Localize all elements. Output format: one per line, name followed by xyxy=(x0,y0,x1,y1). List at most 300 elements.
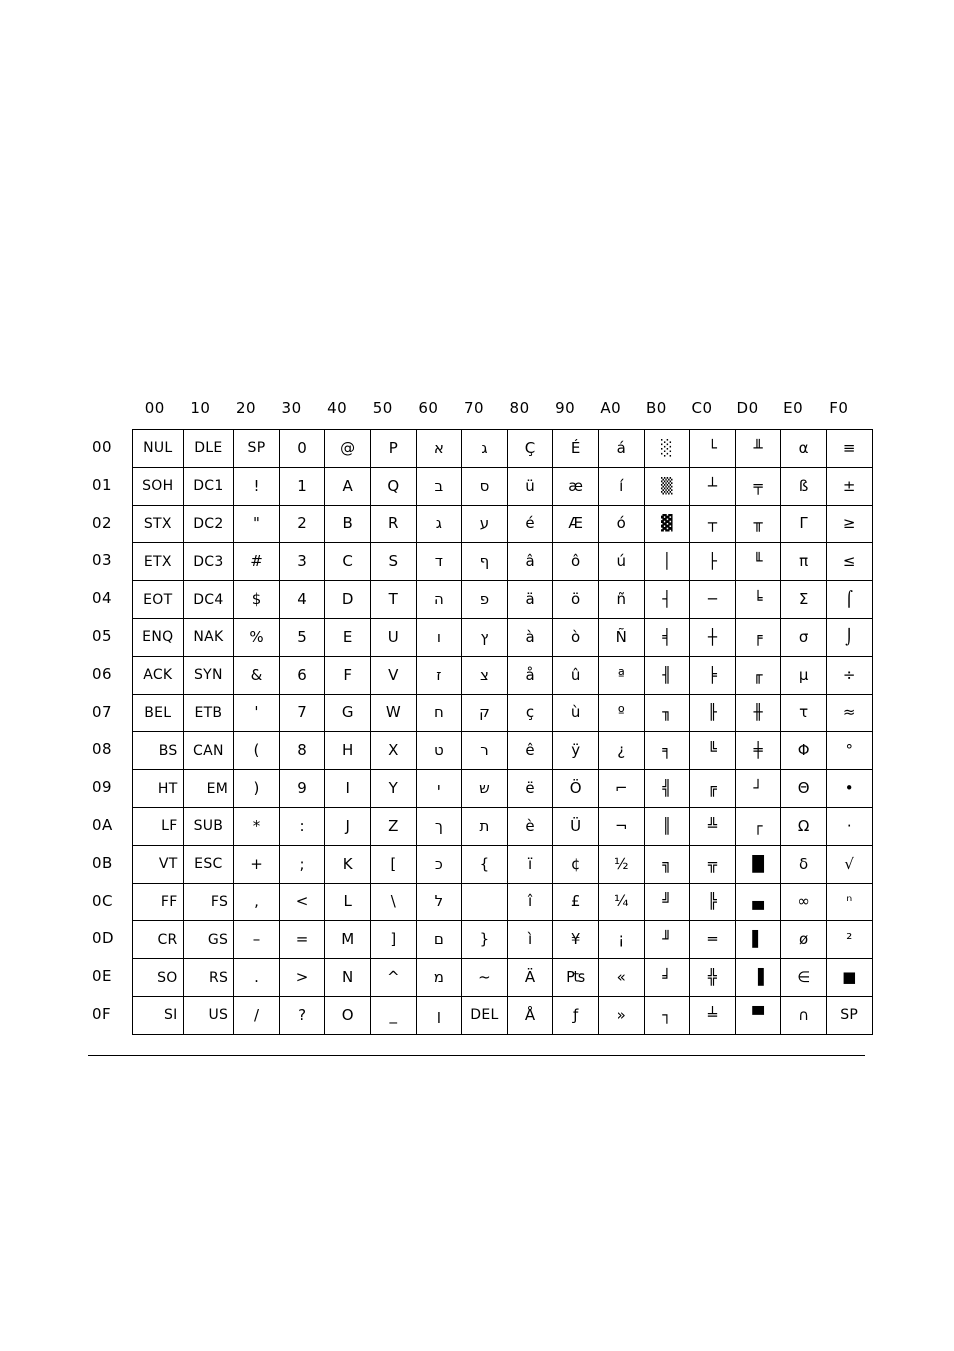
row-header: 02 xyxy=(92,513,113,532)
code-cell: à xyxy=(507,618,553,656)
code-cell: ┐ xyxy=(644,996,690,1034)
code-cell: 2 xyxy=(279,505,325,543)
code-cell: DC1 xyxy=(183,467,234,505)
code-cell: ú xyxy=(598,543,644,581)
code-cell: Ç xyxy=(507,430,553,468)
code-cell: & xyxy=(234,656,280,694)
code-cell: 9 xyxy=(279,770,325,808)
table-row xyxy=(133,694,873,732)
code-cell: ÿ xyxy=(553,732,599,770)
code-cell: ע xyxy=(462,505,508,543)
code-cell: BS xyxy=(133,732,184,770)
code-cell: ╙ xyxy=(735,543,781,581)
column-header: 00 xyxy=(144,399,165,417)
code-cell: ≡ xyxy=(826,430,872,468)
code-cell: DLE xyxy=(183,430,234,468)
code-cell: Z xyxy=(370,807,416,845)
code-cell: ┌ xyxy=(735,807,781,845)
code-cell: ACK xyxy=(133,656,184,694)
code-cell: ╝ xyxy=(644,883,690,921)
code-cell: ¼ xyxy=(598,883,644,921)
code-cell: ┤ xyxy=(644,581,690,619)
table-row xyxy=(133,770,873,808)
code-cell: I xyxy=(325,770,371,808)
table-row xyxy=(133,430,873,468)
code-cell: • xyxy=(826,770,872,808)
code-cell: ╟ xyxy=(690,694,736,732)
code-cell: SO xyxy=(133,959,184,997)
code-cell: Ñ xyxy=(598,618,644,656)
code-cell: 6 xyxy=(279,656,325,694)
column-header: 20 xyxy=(235,399,257,417)
column-header: D0 xyxy=(736,399,759,417)
code-cell: FS xyxy=(183,883,234,921)
code-cell: ⌡ xyxy=(826,618,872,656)
code-cell: ä xyxy=(507,581,553,619)
code-cell: ╓ xyxy=(735,656,781,694)
code-cell: ESC xyxy=(183,845,234,883)
code-cell: 1 xyxy=(279,467,325,505)
code-cell: ■ xyxy=(826,959,872,997)
code-cell: X xyxy=(370,732,416,770)
code-cell: # xyxy=(234,543,280,581)
row-header: 0F xyxy=(92,1005,112,1023)
code-cell: + xyxy=(234,845,280,883)
code-cell: ( xyxy=(234,732,280,770)
code-cell: = xyxy=(279,921,325,959)
row-header: 05 xyxy=(92,627,113,645)
code-cell: ENQ xyxy=(133,618,184,656)
table-row xyxy=(133,883,873,921)
code-cell: ù xyxy=(553,694,599,732)
code-cell: Q xyxy=(370,467,416,505)
code-cell: ╒ xyxy=(735,618,781,656)
code-cell: כ xyxy=(416,845,462,883)
code-cell: SOH xyxy=(133,467,184,505)
code-cell: LF xyxy=(133,807,184,845)
column-header: 50 xyxy=(372,399,393,417)
code-cell: ║ xyxy=(644,807,690,845)
code-cell: ╗ xyxy=(644,845,690,883)
code-cell: · xyxy=(826,807,872,845)
code-cell: G xyxy=(325,694,371,732)
column-header: 80 xyxy=(509,399,530,417)
code-cell: ס xyxy=(462,467,508,505)
row-header: 0D xyxy=(92,929,115,948)
code-cell: CAN xyxy=(183,732,234,770)
code-cell: ò xyxy=(553,618,599,656)
table-row xyxy=(133,807,873,845)
code-cell: ן xyxy=(416,996,462,1034)
code-cell: ö xyxy=(553,581,599,619)
code-cell: M xyxy=(325,921,371,959)
code-cell: ì xyxy=(507,921,553,959)
code-cell: δ xyxy=(781,845,827,883)
code-cell: É xyxy=(553,430,599,468)
code-cell: ╩ xyxy=(690,807,736,845)
code-cell: C xyxy=(325,543,371,581)
code-cell: US xyxy=(183,996,234,1034)
code-cell: N xyxy=(325,959,371,997)
code-cell: 8 xyxy=(279,732,325,770)
code-cell: ר xyxy=(462,732,508,770)
code-cell: ╚ xyxy=(690,732,736,770)
code-cell: ╘ xyxy=(735,581,781,619)
code-cell: ETB xyxy=(183,694,234,732)
code-cell: ÷ xyxy=(826,656,872,694)
code-cell: » xyxy=(598,996,644,1034)
code-cell: { xyxy=(462,845,508,883)
code-cell: ב xyxy=(416,467,462,505)
row-header: 09 xyxy=(92,778,113,797)
code-cell: ┼ xyxy=(690,618,736,656)
code-cell: ▀ xyxy=(735,996,781,1034)
code-cell: 0 xyxy=(279,430,325,468)
table-row xyxy=(133,543,873,581)
code-cell: µ xyxy=(781,656,827,694)
code-cell: $ xyxy=(234,581,280,619)
row-header: 01 xyxy=(92,475,113,494)
code-cell: ╜ xyxy=(644,921,690,959)
code-cell: Ü xyxy=(553,807,599,845)
row-header: 0C xyxy=(92,891,114,910)
code-cell: [ xyxy=(370,845,416,883)
code-cell: ó xyxy=(598,505,644,543)
code-cell xyxy=(462,883,508,921)
code-cell: ז xyxy=(416,656,462,694)
code-cell: ג xyxy=(416,505,462,543)
code-cell: æ xyxy=(553,467,599,505)
code-cell: ח xyxy=(416,694,462,732)
code-cell: ₧ xyxy=(553,959,599,997)
character-code-grid xyxy=(132,429,873,1035)
code-cell: P xyxy=(370,430,416,468)
code-cell: ê xyxy=(507,732,553,770)
code-cell: U xyxy=(370,618,416,656)
code-cell: ת xyxy=(462,807,508,845)
code-cell: W xyxy=(370,694,416,732)
code-cell: ⌠ xyxy=(826,581,872,619)
code-cell: ½ xyxy=(598,845,644,883)
code-cell: ╨ xyxy=(735,430,781,468)
code-cell: Ä xyxy=(507,959,553,997)
code-cell: RS xyxy=(183,959,234,997)
code-cell: ─ xyxy=(690,581,736,619)
code-cell: å xyxy=(507,656,553,694)
code-cell: Ö xyxy=(553,770,599,808)
row-header: 07 xyxy=(92,702,113,721)
code-cell: SI xyxy=(133,996,184,1034)
code-cell: S xyxy=(370,543,416,581)
code-cell: STX xyxy=(133,505,184,543)
code-cell: ^ xyxy=(370,959,416,997)
code-cell: > xyxy=(279,959,325,997)
code-cell: ▓ xyxy=(644,505,690,543)
code-cell: ג xyxy=(462,430,508,468)
code-cell: Γ xyxy=(781,505,827,543)
code-cell: י xyxy=(416,770,462,808)
row-header: 0E xyxy=(92,967,113,986)
code-cell: σ xyxy=(781,618,827,656)
row-header: 0B xyxy=(92,853,113,872)
code-cell: ╕ xyxy=(644,732,690,770)
code-cell: ' xyxy=(234,694,280,732)
code-cell: ª xyxy=(598,656,644,694)
code-cell: DC3 xyxy=(183,543,234,581)
code-cell: ┴ xyxy=(690,467,736,505)
code-cell: ß xyxy=(781,467,827,505)
column-header: 90 xyxy=(555,399,576,417)
column-header: 60 xyxy=(418,399,439,417)
code-cell: ≈ xyxy=(826,694,872,732)
code-cell: ╪ xyxy=(735,732,781,770)
code-cell: ╤ xyxy=(735,467,781,505)
row-header: 08 xyxy=(92,740,113,759)
code-cell: ▐ xyxy=(735,959,781,997)
code-cell: BEL xyxy=(133,694,184,732)
code-cell: ף xyxy=(462,543,508,581)
code-cell: ╧ xyxy=(690,996,736,1034)
code-cell: % xyxy=(234,618,280,656)
code-cell: ≤ xyxy=(826,543,872,581)
code-cell: á xyxy=(598,430,644,468)
code-cell: ך xyxy=(416,807,462,845)
column-header: F0 xyxy=(829,399,849,417)
code-cell: π xyxy=(781,543,827,581)
code-cell: ∈ xyxy=(781,959,827,997)
code-cell: ═ xyxy=(690,921,736,959)
column-header: A0 xyxy=(600,399,622,417)
code-cell: H xyxy=(325,732,371,770)
column-header: 40 xyxy=(327,399,348,417)
code-cell: FF xyxy=(133,883,184,921)
code-cell: _ xyxy=(370,996,416,1034)
code-cell: V xyxy=(370,656,416,694)
code-cell: : xyxy=(279,807,325,845)
code-cell: ; xyxy=(279,845,325,883)
code-cell: NUL xyxy=(133,430,184,468)
code-cell: ╛ xyxy=(644,959,690,997)
code-cell: ° xyxy=(826,732,872,770)
code-cell: ▒ xyxy=(644,467,690,505)
column-header: B0 xyxy=(645,399,667,417)
code-cell: ± xyxy=(826,467,872,505)
code-cell: EOT xyxy=(133,581,184,619)
code-cell: ╣ xyxy=(644,770,690,808)
code-cell: └ xyxy=(690,430,736,468)
code-cell: ק xyxy=(462,694,508,732)
code-cell: º xyxy=(598,694,644,732)
code-cell: SYN xyxy=(183,656,234,694)
code-cell: Æ xyxy=(553,505,599,543)
code-cell: GS xyxy=(183,921,234,959)
code-cell: DC4 xyxy=(183,581,234,619)
code-cell: ∞ xyxy=(781,883,827,921)
code-cell: פ xyxy=(462,581,508,619)
code-cell: ∩ xyxy=(781,996,827,1034)
code-cell: SP xyxy=(234,430,280,468)
column-header: 70 xyxy=(463,399,485,417)
code-cell: ) xyxy=(234,770,280,808)
code-cell: מ xyxy=(416,959,462,997)
code-cell: ╡ xyxy=(644,618,690,656)
code-cell: ש xyxy=(462,770,508,808)
code-cell: – xyxy=(234,921,280,959)
code-cell: O xyxy=(325,996,371,1034)
code-cell: . xyxy=(234,959,280,997)
code-cell: T xyxy=(370,581,416,619)
code-cell: ┘ xyxy=(735,770,781,808)
code-cell: HT xyxy=(133,770,184,808)
code-cell: D xyxy=(325,581,371,619)
code-cell: ⁿ xyxy=(826,883,872,921)
code-cell: é xyxy=(507,505,553,543)
code-cell: NAK xyxy=(183,618,234,656)
code-cell: Φ xyxy=(781,732,827,770)
code-cell: VT xyxy=(133,845,184,883)
code-cell: √ xyxy=(826,845,872,883)
code-cell: ╔ xyxy=(690,770,736,808)
code-cell: ץ xyxy=(462,618,508,656)
code-cell: ë xyxy=(507,770,553,808)
code-cell: B xyxy=(325,505,371,543)
code-cell: DC2 xyxy=(183,505,234,543)
code-cell: ⌐ xyxy=(598,770,644,808)
code-cell: DEL xyxy=(462,996,508,1034)
table-row xyxy=(133,732,873,770)
code-cell: K xyxy=(325,845,371,883)
row-header: 04 xyxy=(92,589,113,608)
code-cell: ≥ xyxy=(826,505,872,543)
code-cell: Θ xyxy=(781,770,827,808)
code-cell: ü xyxy=(507,467,553,505)
code-cell: א xyxy=(416,430,462,468)
code-cell: < xyxy=(279,883,325,921)
code-cell: ? xyxy=(279,996,325,1034)
row-header: 03 xyxy=(92,551,113,570)
code-cell: ╫ xyxy=(735,694,781,732)
bottom-rule xyxy=(88,1055,865,1056)
code-cell: ל xyxy=(416,883,462,921)
table-row xyxy=(133,581,873,619)
code-cell: SUB xyxy=(183,807,234,845)
code-cell: ╦ xyxy=(690,845,736,883)
code-cell: ¥ xyxy=(553,921,599,959)
code-cell: EM xyxy=(183,770,234,808)
column-header: 30 xyxy=(281,399,302,417)
column-header: 10 xyxy=(190,399,211,417)
table-row xyxy=(133,505,873,543)
code-cell: ┬ xyxy=(690,505,736,543)
code-cell: , xyxy=(234,883,280,921)
code-cell: « xyxy=(598,959,644,997)
code-cell: ï xyxy=(507,845,553,883)
code-cell: ╖ xyxy=(644,694,690,732)
code-cell: ╞ xyxy=(690,656,736,694)
code-cell: R xyxy=(370,505,416,543)
code-cell: │ xyxy=(644,543,690,581)
code-cell: ╢ xyxy=(644,656,690,694)
code-cell: î xyxy=(507,883,553,921)
column-header: E0 xyxy=(783,399,804,417)
code-cell: \ xyxy=(370,883,416,921)
code-cell: ░ xyxy=(644,430,690,468)
code-cell: ד xyxy=(416,543,462,581)
code-cell: ! xyxy=(234,467,280,505)
code-cell: ç xyxy=(507,694,553,732)
table-row xyxy=(133,996,873,1034)
code-cell: 4 xyxy=(279,581,325,619)
code-cell: ╬ xyxy=(690,959,736,997)
code-cell: ² xyxy=(826,921,872,959)
table-row xyxy=(133,656,873,694)
row-header: 0A xyxy=(92,816,113,834)
code-cell: ╠ xyxy=(690,883,736,921)
code-cell: Σ xyxy=(781,581,827,619)
table-row xyxy=(133,959,873,997)
code-cell: A xyxy=(325,467,371,505)
code-cell: 7 xyxy=(279,694,325,732)
code-cell: â xyxy=(507,543,553,581)
code-cell: 3 xyxy=(279,543,325,581)
code-cell: ו xyxy=(416,618,462,656)
code-cell: τ xyxy=(781,694,827,732)
table-row xyxy=(133,618,873,656)
code-cell: @ xyxy=(325,430,371,468)
code-cell: * xyxy=(234,807,280,845)
code-cell: ¢ xyxy=(553,845,599,883)
code-cell: █ xyxy=(735,845,781,883)
code-cell: ñ xyxy=(598,581,644,619)
code-cell: ▌ xyxy=(735,921,781,959)
code-cell: ô xyxy=(553,543,599,581)
code-cell: ה xyxy=(416,581,462,619)
code-cell: J xyxy=(325,807,371,845)
row-header: 00 xyxy=(92,438,113,456)
table-row xyxy=(133,845,873,883)
column-header: C0 xyxy=(691,399,713,417)
code-cell: ƒ xyxy=(553,996,599,1034)
code-cell: CR xyxy=(133,921,184,959)
code-cell: 5 xyxy=(279,618,325,656)
code-cell: ם xyxy=(416,921,462,959)
code-cell: Ω xyxy=(781,807,827,845)
code-cell: û xyxy=(553,656,599,694)
code-cell: ] xyxy=(370,921,416,959)
code-cell: SP xyxy=(826,996,872,1034)
table-row xyxy=(133,467,873,505)
code-cell: α xyxy=(781,430,827,468)
code-cell: Y xyxy=(370,770,416,808)
code-cell: ~ xyxy=(462,959,508,997)
code-cell: E xyxy=(325,618,371,656)
code-cell: L xyxy=(325,883,371,921)
code-cell: è xyxy=(507,807,553,845)
code-cell: } xyxy=(462,921,508,959)
code-cell: ט xyxy=(416,732,462,770)
code-cell: í xyxy=(598,467,644,505)
code-cell: צ xyxy=(462,656,508,694)
code-cell: ╥ xyxy=(735,505,781,543)
row-header: 06 xyxy=(92,664,113,683)
code-cell: ¿ xyxy=(598,732,644,770)
code-cell: Å xyxy=(507,996,553,1034)
table-row xyxy=(133,921,873,959)
code-cell: ¡ xyxy=(598,921,644,959)
code-cell: F xyxy=(325,656,371,694)
code-cell: " xyxy=(234,505,280,543)
code-cell: ├ xyxy=(690,543,736,581)
